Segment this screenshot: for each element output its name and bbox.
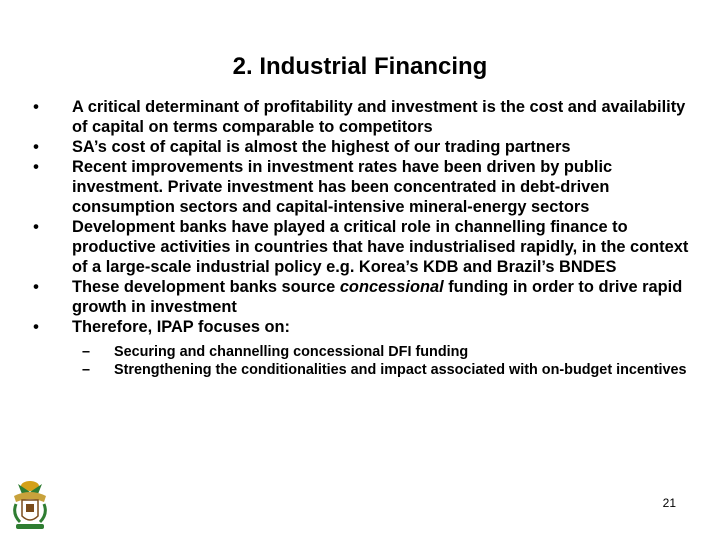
sub-bullet-list	[72, 343, 690, 379]
emphasis-text: concessional	[339, 278, 444, 296]
bullet-text: A critical determinant of profitability and investment is the cost and availability of capital on terms comparable to competitors	[72, 98, 686, 136]
bullet-marker: •	[33, 158, 39, 176]
bullet-marker: •	[33, 138, 39, 156]
bullet-text	[72, 278, 682, 316]
bullet-text: Recent improvements in investment rates have been driven by public investment. Private investment has been concentrated in debt-driven consumption sectors and capital-intensive mineral-energy sectors	[72, 158, 613, 216]
bullet-text: SA’s cost of capital is almost the highest of our trading partners	[72, 138, 571, 156]
bullet-item	[30, 277, 690, 317]
bullet-list	[30, 97, 690, 379]
bullet-marker: •	[33, 218, 39, 236]
bullet-text: Therefore, IPAP focuses on:	[72, 318, 290, 336]
page-number: 21	[662, 496, 676, 510]
sub-bullet-item	[82, 343, 690, 361]
bullet-item	[30, 157, 690, 217]
coat-of-arms-icon	[8, 478, 52, 532]
bullet-item	[30, 97, 690, 137]
bullet-item	[30, 217, 690, 277]
sub-bullet-text: Securing and channelling concessional DFI funding	[114, 344, 469, 360]
sub-bullet-text: Strengthening the conditionalities and impact associated with on-budget incentives	[114, 362, 687, 378]
bullet-item	[30, 317, 690, 379]
bullet-item	[30, 137, 690, 157]
bullet-marker: •	[33, 318, 39, 336]
sub-bullet-item	[82, 361, 690, 379]
bullet-marker: •	[33, 98, 39, 116]
bullet-text-part: funding in order to drive rapid growth in investment	[72, 278, 683, 316]
bullet-marker: •	[33, 278, 39, 296]
sub-bullet-marker: –	[82, 362, 91, 378]
bullet-text-part: These development banks source	[72, 278, 340, 296]
sub-bullet-marker: –	[82, 344, 91, 360]
slide-title: 2. Industrial Financing	[232, 53, 488, 80]
bullet-text: Development banks have played a critical role in channelling finance to productive activities in countries that have industrialised rapidly, in the context of a large-scale industrial policy e.g. Korea’s KDB and Brazil’s BNDES	[72, 218, 689, 276]
